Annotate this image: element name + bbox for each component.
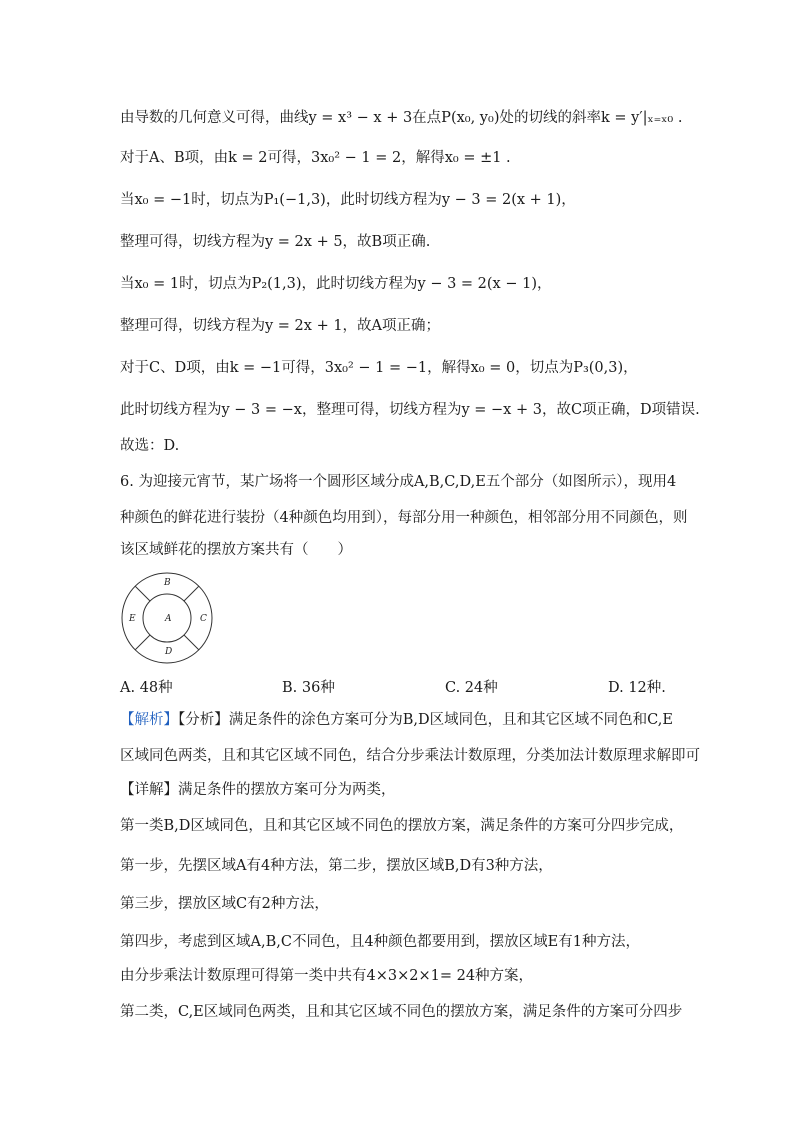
text-line: 整理可得，切线方程为y = 2x + 5，故B项正确. (120, 234, 431, 250)
text-line: 当x₀ = 1时，切点为P₂(1,3)，此时切线方程为y − 3 = 2(x − 1)， (120, 276, 552, 292)
analysis-tag: 【分析】 (178, 712, 229, 728)
analysis-line: 第一步，先摆区域A有4种方法，第二步，摆放区域B,D有3种方法， (120, 858, 553, 874)
option-a[interactable]: A. 48种 (120, 680, 173, 696)
option-b[interactable]: B. 36种 (282, 680, 335, 696)
analysis-line: 第四步，考虑到区域A,B,C不同色，且4种颜色都要用到，摆放区域E有1种方法， (120, 934, 640, 950)
analysis-tag: 【解析】 (120, 712, 178, 728)
question-stem: 该区域鲜花的摆放方案共有（ ） (120, 542, 352, 558)
analysis-line: 第二类，C,E区域同色两类，且和其它区域不同色的摆放方案，满足条件的方案可分四步 (120, 1004, 683, 1020)
text-line: 故选：D. (120, 438, 180, 454)
analysis-text: 满足条件的涂色方案可分为B,D区域同色，且和其它区域不同色和C,E (228, 712, 673, 728)
text-line: 当x₀ = −1时，切点为P₁(−1,3)，此时切线方程为y − 3 = 2(x + 1)， (120, 192, 576, 208)
analysis-text: 满足条件的摆放方案可分为两类， (178, 782, 396, 798)
detail-tag: 【详解】 (120, 782, 178, 798)
text-line: 对于A、B项，由k = 2可得，3x₀² − 1 = 2，解得x₀ = ±1 . (120, 150, 511, 166)
region-label-a: A (165, 614, 172, 624)
option-d[interactable]: D. 12种. (608, 680, 666, 696)
analysis-line: 由分步乘法计数原理可得第一类中共有4×3×2×1= 24种方案， (120, 968, 534, 984)
text-line: 对于C、D项，由k = −1可得，3x₀² − 1 = −1，解得x₀ = 0，切点为P₃(0,3)， (120, 360, 638, 376)
analysis-line: 区域同色两类，且和其它区域不同色，结合分步乘法计数原理，分类加法计数原理求解即可 (120, 748, 700, 764)
question-stem: 6. 为迎接元宵节，某广场将一个圆形区域分成A,B,C,D,E五个部分（如图所示），现用4 (120, 474, 677, 490)
region-label-d: D (165, 647, 173, 657)
divider-line (184, 586, 199, 601)
analysis-line (120, 710, 673, 730)
divider-line (135, 635, 150, 650)
divider-line (135, 586, 150, 601)
text-line: 由导数的几何意义可得，曲线y = x³ − x + 3在点P(x₀, y₀)处的切线的斜率k = y′|ₓ₌ₓ₀ . (120, 110, 683, 126)
circle-regions-figure (118, 572, 218, 664)
divider-line (184, 635, 199, 650)
circle-regions-diagram (118, 572, 218, 664)
region-label-b: B (164, 578, 171, 588)
analysis-line: 第一类B,D区域同色，且和其它区域不同色的摆放方案，满足条件的方案可分四步完成， (120, 818, 684, 834)
region-label-e: E (129, 614, 136, 624)
text-line: 此时切线方程为y − 3 = −x，整理可得，切线方程为y = −x + 3，故C项正确，D项错误. (120, 402, 700, 418)
analysis-line: 第三步，摆放区域C有2种方法， (120, 896, 329, 912)
region-label-c: C (200, 614, 207, 624)
option-c[interactable]: C. 24种 (445, 680, 498, 696)
text-line: 整理可得，切线方程为y = 2x + 1，故A项正确； (120, 318, 441, 334)
analysis-line (120, 780, 396, 800)
question-stem: 种颜色的鲜花进行装扮（4种颜色均用到），每部分用一种颜色，相邻部分用不同颜色，则 (120, 510, 688, 526)
